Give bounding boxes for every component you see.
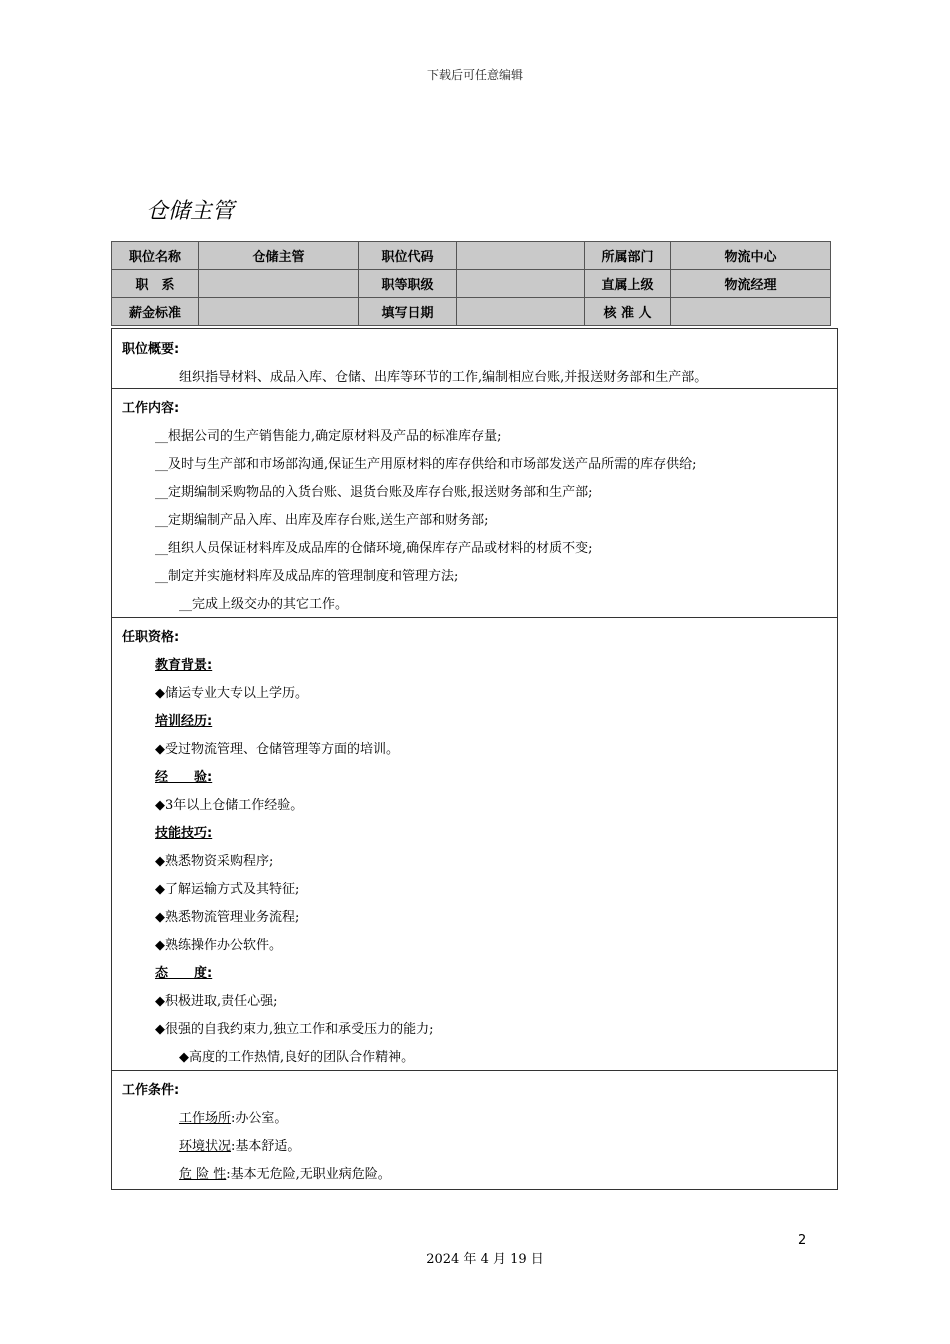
table-cell: 直属上级: [585, 270, 671, 298]
list-item: ◆了解运输方式及其特征;: [155, 882, 300, 897]
experience-text: ◆3年以上仓储工作经验。: [155, 798, 304, 813]
list-item: ◆熟悉物流管理业务流程;: [155, 910, 300, 925]
experience-label: 经 验:: [155, 770, 213, 785]
list-item: __制定并实施材料库及成品库的管理制度和管理方法;: [155, 569, 459, 584]
conditions-section: [111, 1071, 838, 1190]
workplace-label: 工作场所: [179, 1111, 232, 1126]
table-cell: [457, 298, 585, 326]
risk-label: 危 险 性: [179, 1167, 227, 1182]
table-row: [112, 298, 831, 326]
skills-label: 技能技巧:: [155, 826, 213, 841]
environment-line: [179, 1135, 300, 1154]
environment-label: 环境状况: [179, 1139, 232, 1154]
section-title: 任职资格:: [122, 630, 180, 645]
table-cell: [457, 270, 585, 298]
summary-text: 组织指导材料、成品入库、仓储、出库等环节的工作,编制相应台账,并报送财务部和生产部。: [179, 370, 708, 385]
summary-section: [111, 328, 838, 389]
table-cell: 职位代码: [359, 242, 457, 270]
risk-value: :基本无危险,无职业病危险。: [226, 1167, 391, 1182]
table-row: [112, 242, 831, 270]
table-cell: 职 系: [112, 270, 199, 298]
risk-line: [179, 1163, 391, 1182]
list-item: __定期编制产品入库、出库及库存台账,送生产部和财务部;: [155, 513, 489, 528]
qualifications-section: [111, 618, 838, 1071]
education-text: ◆储运专业大专以上学历。: [155, 686, 308, 701]
list-item: __组织人员保证材料库及成品库的仓储环境,确保库存产品或材料的材质不变;: [155, 541, 593, 556]
training-label: 培训经历:: [155, 714, 213, 729]
table-cell: 职位名称: [112, 242, 199, 270]
page-number: 2: [798, 1233, 807, 1248]
table-cell: 职等职级: [359, 270, 457, 298]
table-cell: 物流经理: [671, 270, 831, 298]
section-title: 工作内容:: [122, 401, 180, 416]
table-cell: [199, 298, 359, 326]
table-cell: 仓储主管: [199, 242, 359, 270]
table-cell: [457, 242, 585, 270]
table-cell: 核 准 人: [585, 298, 671, 326]
table-row: [112, 270, 831, 298]
list-item: ◆熟悉物资采购程序;: [155, 854, 274, 869]
table-cell: 所属部门: [585, 242, 671, 270]
section-title: 工作条件:: [122, 1083, 180, 1098]
position-info-table: [111, 241, 831, 326]
list-item: __完成上级交办的其它工作。: [179, 597, 349, 612]
table-cell: [199, 270, 359, 298]
workplace-value: :办公室。: [231, 1111, 288, 1126]
attitude-label: 态 度:: [155, 966, 213, 981]
section-title: 职位概要:: [122, 342, 180, 357]
duties-section: [111, 389, 838, 618]
training-text: ◆受过物流管理、仓储管理等方面的培训。: [155, 742, 399, 757]
list-item: ◆熟练操作办公软件。: [155, 938, 282, 953]
list-item: ◆很强的自我约束力,独立工作和承受压力的能力;: [155, 1022, 434, 1037]
table-cell: 填写日期: [359, 298, 457, 326]
header-note: 下载后可任意编辑: [426, 68, 523, 82]
environment-value: :基本舒适。: [231, 1139, 301, 1154]
list-item: ◆积极进取,责任心强;: [155, 994, 278, 1009]
table-cell: 薪金标准: [112, 298, 199, 326]
page-title: 仓储主管: [146, 199, 235, 224]
workplace-line: [179, 1107, 287, 1126]
education-label: 教育背景:: [155, 658, 213, 673]
footer-date: 2024 年 4 月 19 日: [426, 1252, 544, 1267]
table-cell: 物流中心: [671, 242, 831, 270]
table-cell: [671, 298, 831, 326]
list-item: __定期编制采购物品的入货台账、退货台账及库存台账,报送财务部和生产部;: [155, 485, 593, 500]
list-item: __根据公司的生产销售能力,确定原材料及产品的标准库存量;: [155, 429, 502, 444]
list-item: ◆高度的工作热情,良好的团队合作精神。: [179, 1050, 415, 1065]
list-item: __及时与生产部和市场部沟通,保证生产用原材料的库存供给和市场部发送产品所需的库存供给;: [155, 457, 697, 472]
